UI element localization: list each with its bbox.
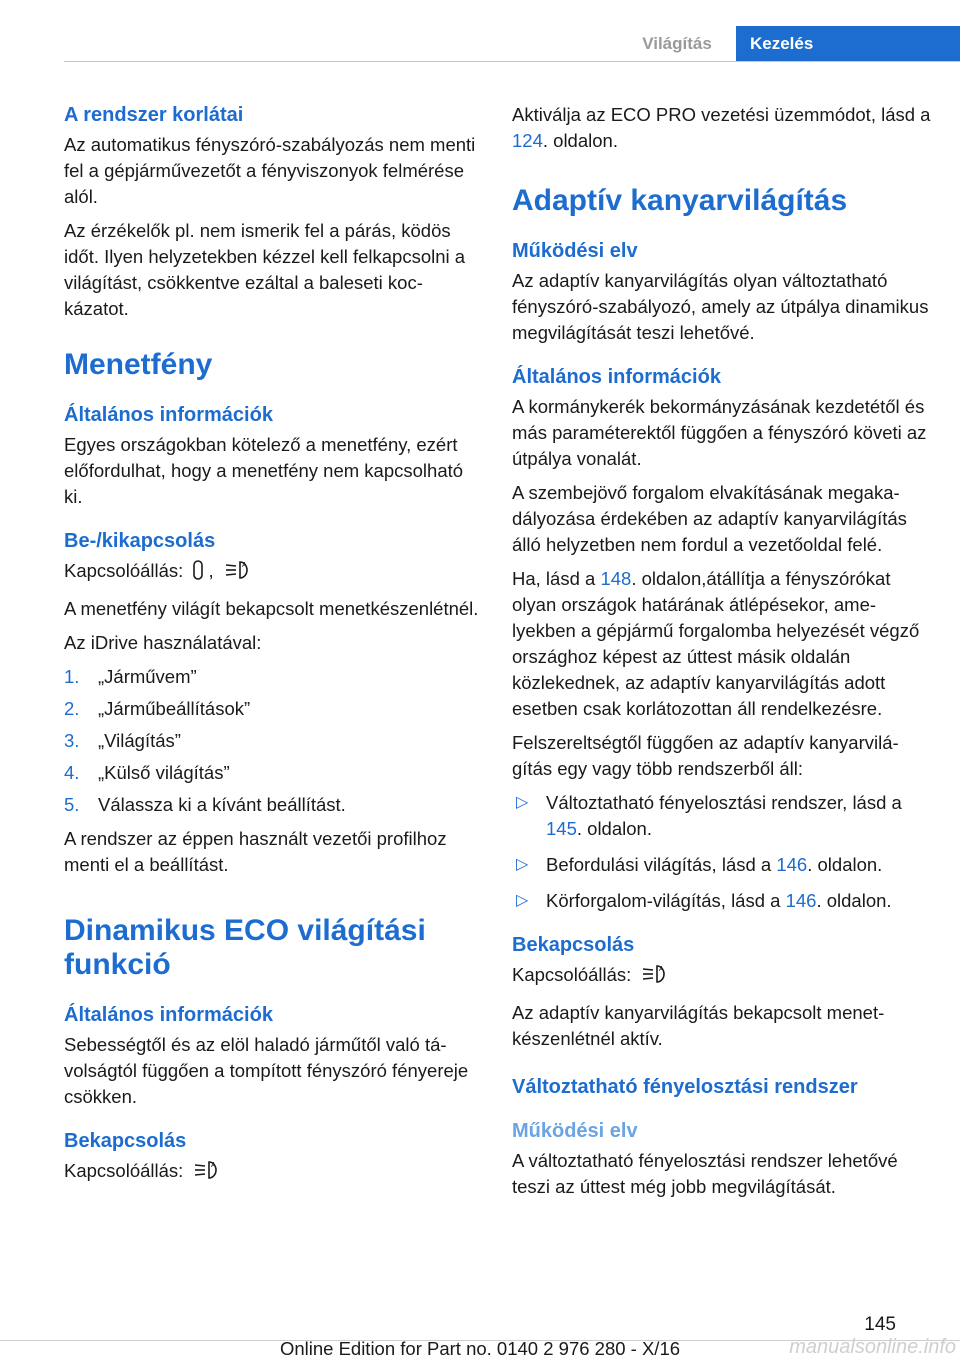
page-link[interactable]: 146 <box>785 890 817 911</box>
variable-heading: Változtatható fényelosztási rendszer <box>512 1076 858 1098</box>
svg-text:A: A <box>659 966 665 973</box>
watermark: manualsonline.info <box>789 1336 956 1358</box>
list-item: 5. Válassza ki a kívánt beállítást. <box>64 794 346 815</box>
eco-on-heading: Bekapcsolás <box>64 1130 187 1152</box>
page-link[interactable]: 146 <box>776 854 808 875</box>
variable-principle-heading: Működési elv <box>512 1120 638 1142</box>
daylight-switch-text: A menetfény világít bekapcsolt menetkészenlétnél. <box>64 598 479 619</box>
page-link[interactable]: 148 <box>600 568 632 589</box>
limits-paragraph-2: Az érzékelők pl. nem ismerik fel a párás, ködös időt. Ilyen helyzetekben kézzel kell felkapcsolni a világítást, csökkentve ezáltal a baleseti kockázatot. <box>64 220 466 319</box>
triangle-bullet-icon: ▷ <box>516 794 529 811</box>
chapter-tab[interactable]: Kezelés <box>736 26 960 62</box>
lights-off-icon <box>191 559 205 588</box>
page-link[interactable]: 145 <box>546 818 577 839</box>
adaptive-on-text: Az adaptív kanyarvilágítás bekapcsolt menetkészenlétnél aktív. <box>512 1002 885 1049</box>
idrive-intro: Az iDrive használatával: <box>64 632 262 653</box>
section-tab[interactable]: Világítás <box>642 34 712 53</box>
eco-info-heading: Általános információk <box>64 1004 273 1026</box>
switch-label: Kapcsolóállás: <box>64 560 184 581</box>
page-header <box>0 0 960 62</box>
adaptive-principle-heading: Működési elv <box>512 240 638 262</box>
list-item: ▷ Változtatható fényelosztási rendszer, lásd a 145. oldalon. <box>516 792 902 839</box>
adaptive-principle-text: Az adaptív kanyarvilágítás olyan változtatható fényszóró-szabályozó, amely az útpálya dinamikus megvilágítását teszi lehetővé. <box>512 270 929 343</box>
left-column <box>64 102 480 1196</box>
list-item: ▷ Körforgalom-világítás, lásd a 146. oldalon. <box>512 888 932 914</box>
list-item: 3. „Világítás” <box>64 730 181 751</box>
eco-info-text: Sebességtől és az elöl haladó járműtől való távolságtól függően a tompított fényszóró fényereje csökken. <box>64 1034 469 1107</box>
adaptive-info-p4: Felszereltségtől függően az adaptív kanyarvilágítás egy vagy több rendszerből áll: <box>512 732 899 779</box>
switch-label: Kapcsolóállás: <box>512 964 632 985</box>
daylight-info-heading: Általános információk <box>64 404 273 426</box>
adaptive-switch-line <box>512 962 932 992</box>
adaptive-info-p2: A szembejövő forgalom elvakításának megakadályozása érdekében az adaptív kanyarvilágítás álló helyzetben nem fordul a vezetőoldal felé. <box>512 482 907 555</box>
auto-headlight-icon <box>222 559 252 588</box>
adaptive-heading: Adaptív kanyarvilágítás <box>512 184 848 217</box>
list-item: ▷ Befordulási világítás, lásd a 146. oldalon. <box>512 852 932 878</box>
auto-headlight-icon <box>191 1159 221 1188</box>
limits-paragraph-1: Az automatikus fényszóró-szabályozás nem menti fel a gépjárművezetőt a fényviszonyok felmérése alól. <box>64 134 476 207</box>
auto-headlight-icon <box>639 963 669 992</box>
list-item: 4. „Külső világítás” <box>64 762 230 783</box>
page-link[interactable]: 124 <box>512 130 543 151</box>
adaptive-systems-list <box>512 790 932 914</box>
variable-principle-text: A változtatható fényelosztási rendszer lehetővé teszi az úttest még jobb megvilágítását. <box>512 1150 898 1197</box>
adaptive-info-p1: A kormánykerék bekormányzásának kezdetétől és más paraméterektől függően a fényszóró követi az útpálya vonalát. <box>512 396 927 469</box>
idrive-steps <box>64 664 480 818</box>
svg-text:A: A <box>211 1162 217 1169</box>
edition-footer: Online Edition for Part no. 0140 2 976 280 - X/16 <box>279 1338 681 1359</box>
daylight-heading: Menetfény <box>64 348 213 381</box>
adaptive-info-p3: Ha, lásd a 148. oldalon,átállítja a fényszórókat olyan országok határának átlépésekor, amelyekben a gépjármű forgalomba helyezését végző országhoz képest az úttest másik oldalán közlekednek, az adaptív kanyarvilágítás adott esetben csak korlátozottan áll rendelkezésre. <box>512 568 920 719</box>
page-number: 145 <box>864 1314 896 1335</box>
header-rule <box>64 61 960 62</box>
eco-switch-line <box>64 1158 480 1188</box>
adaptive-on-heading: Bekapcsolás <box>512 934 635 956</box>
daylight-switch-line <box>64 558 480 588</box>
right-column <box>512 102 932 1208</box>
list-item: 1. „Járművem” <box>64 666 197 687</box>
adaptive-info-heading: Általános információk <box>512 366 721 388</box>
daylight-switch-heading: Be-/kikapcsolás <box>64 530 216 552</box>
limits-heading: A rendszer korlátai <box>64 104 244 126</box>
triangle-bullet-icon: ▷ <box>516 856 529 873</box>
eco-heading: Dinamikus ECO világítási funkció <box>64 914 426 981</box>
switch-label: Kapcsolóállás: <box>64 1160 184 1181</box>
daylight-info-text: Egyes országokban kötelező a menetfény, ezért előfordulhat, hogy a menetfény nem kapcsolható ki. <box>64 434 464 507</box>
eco-pro-text: Aktiválja az ECO PRO vezetési üzemmódot, lásd a 124. oldalon. <box>512 104 931 151</box>
list-item: 2. „Járműbeállítások” <box>64 698 251 719</box>
svg-text:A: A <box>241 562 247 569</box>
triangle-bullet-icon: ▷ <box>516 892 529 909</box>
switch-separator: , <box>208 560 214 581</box>
profile-note: A rendszer az éppen használt vezetői profilhoz menti el a beállítást. <box>64 828 447 875</box>
